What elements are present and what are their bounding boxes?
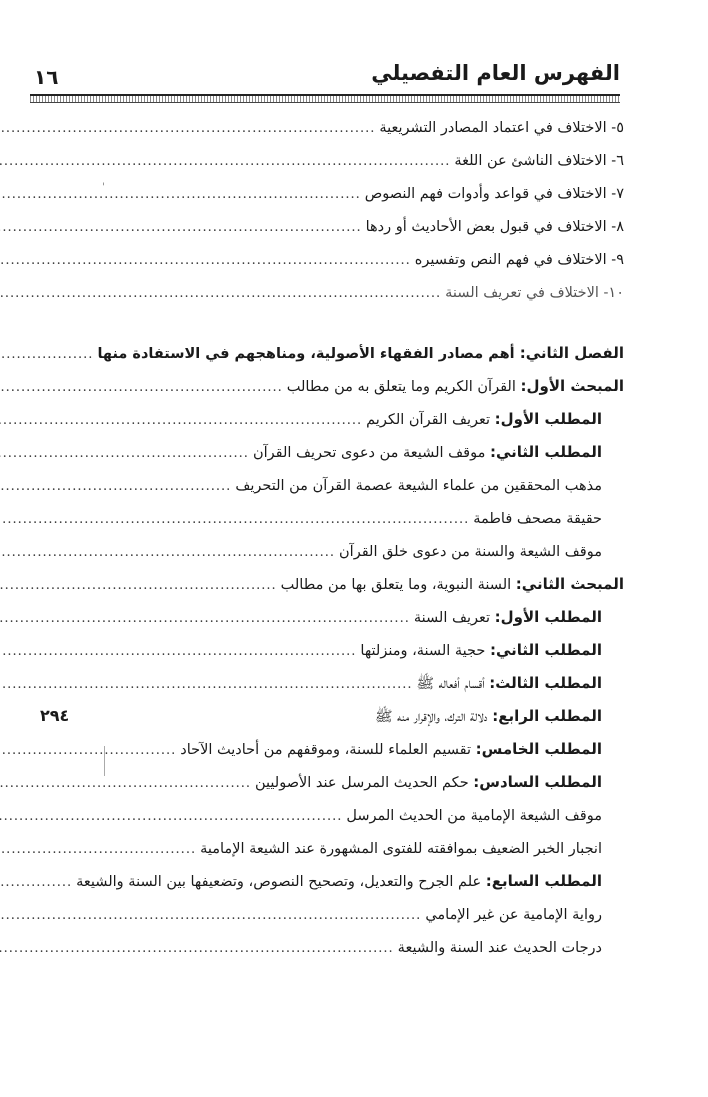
toc-entry-title bbox=[417, 668, 624, 699]
toc-entry-text: أقسام أفعاله ﷺ bbox=[416, 676, 490, 692]
toc-dot-leader bbox=[0, 340, 93, 370]
toc-subsection-entry bbox=[40, 668, 624, 698]
toc-entry-text: القرآن الكريم وما يتعلق به من مطالب bbox=[286, 379, 521, 395]
toc-entry-title bbox=[366, 211, 624, 242]
toc-entry-text: موقف الشيعة والسنة من دعوى خلق القرآن bbox=[339, 544, 602, 560]
toc-entry-text: ٥- الاختلاف في اعتماد المصادر التشريعية bbox=[379, 120, 624, 136]
toc-entry-heading-label: المطلب الخامس: bbox=[475, 740, 602, 758]
toc-dot-leader bbox=[0, 604, 410, 634]
toc-entry-heading-label: المطلب الرابع: bbox=[492, 707, 602, 725]
toc-entry-text: ٨- الاختلاف في قبول بعض الأحاديث أو ردها bbox=[365, 219, 624, 235]
toc-entry-heading-label: المطلب الثاني: bbox=[489, 443, 602, 461]
toc-entry-title bbox=[180, 734, 624, 765]
toc-entry bbox=[40, 178, 624, 208]
toc-dot-leader bbox=[0, 246, 411, 276]
toc-entry-title bbox=[445, 277, 624, 308]
toc-entry-text: موقف الشيعة الإمامية من الحديث المرسل bbox=[346, 808, 602, 824]
toc-entry-title bbox=[76, 866, 624, 897]
toc-entry-heading-label: المطلب الأول: bbox=[494, 608, 602, 626]
toc-dot-leader bbox=[0, 637, 356, 667]
toc-entry-text: انجبار الخبر الضعيف بموافقته للفتوى المشهورة عند الشيعة الإمامية bbox=[200, 841, 602, 857]
toc-entry bbox=[40, 833, 624, 863]
toc-entry-text: حكم الحديث المرسل عند الأصوليين bbox=[255, 775, 474, 791]
toc-entry bbox=[40, 800, 624, 830]
toc-entry-title bbox=[414, 602, 624, 633]
header-title: الفهرس العام التفصيلي bbox=[371, 61, 620, 85]
toc-entry-text: تعريف القرآن الكريم bbox=[366, 412, 495, 428]
toc-dot-leader bbox=[0, 439, 249, 469]
toc-entry-title bbox=[200, 833, 624, 864]
toc-entry-heading-label: المطلب السادس: bbox=[473, 773, 602, 791]
toc-entry-text: تعريف السنة bbox=[413, 610, 495, 626]
toc-entry bbox=[40, 899, 624, 929]
toc-entry bbox=[40, 112, 624, 142]
toc-entry-heading-label: المبحث الأول: bbox=[520, 377, 624, 395]
toc-entry-heading-label: الفصل الثاني: bbox=[519, 344, 624, 362]
toc-entry-text: ٦- الاختلاف الناشئ عن اللغة bbox=[454, 153, 624, 169]
toc-entry bbox=[40, 211, 624, 241]
toc-entry bbox=[40, 932, 624, 962]
toc-entry-text: أهم مصادر الفقهاء الأصولية، ومناهجهم في الاستفادة منها bbox=[97, 346, 520, 362]
toc-entry-text: تقسيم العلماء للسنة، وموقفهم من أحاديث الآحاد bbox=[180, 742, 476, 758]
toc-entry-text: حجية السنة، ومنزلتها bbox=[360, 643, 490, 659]
toc-entry-text: حقيقة مصحف فاطمة bbox=[473, 511, 602, 527]
toc-dot-leader bbox=[0, 538, 335, 568]
toc-entry-title bbox=[425, 899, 624, 930]
toc-dot-leader bbox=[0, 571, 277, 601]
toc-subsection-entry bbox=[40, 701, 624, 731]
toc-entry-text: ٩- الاختلاف في فهم النص وتفسيره bbox=[414, 252, 624, 268]
toc-entry-heading-label: المطلب الأول: bbox=[494, 410, 602, 428]
toc-entry bbox=[40, 244, 624, 274]
toc-entry-text: ٧- الاختلاف في قواعد وأدوات فهم النصوص bbox=[364, 186, 624, 202]
toc-entry-text: ١٠- الاختلاف في تعريف السنة bbox=[445, 285, 624, 301]
toc-dot-leader bbox=[0, 934, 394, 964]
toc-dot-leader bbox=[0, 279, 441, 309]
toc-dot-leader bbox=[0, 670, 413, 700]
toc-entry-text: درجات الحديث عند السنة والشيعة bbox=[397, 940, 602, 956]
toc-subsection-entry bbox=[40, 866, 624, 896]
toc-dot-leader bbox=[0, 868, 72, 898]
toc-entry-heading-label: المبحث الثاني: bbox=[515, 575, 624, 593]
toc-dot-leader bbox=[0, 114, 375, 144]
toc-entry-title bbox=[346, 800, 624, 831]
toc-dot-leader bbox=[0, 736, 176, 766]
page-header bbox=[34, 55, 620, 95]
toc-entry-text: مذهب المحققين من علماء الشيعة عصمة القرآن من التحريف bbox=[235, 478, 602, 494]
toc-entry bbox=[40, 277, 624, 307]
toc-dot-leader bbox=[0, 769, 251, 799]
toc-subsection-entry bbox=[40, 404, 624, 434]
toc-dot-leader bbox=[0, 472, 231, 502]
toc-entry-text: موقف الشيعة من دعوى تحريف القرآن bbox=[252, 445, 490, 461]
margin-mark: ' bbox=[102, 182, 105, 193]
toc-chapter-entry bbox=[40, 338, 624, 368]
toc-entry-title bbox=[339, 536, 624, 567]
toc-dot-leader bbox=[0, 213, 362, 243]
toc-dot-leader bbox=[0, 147, 450, 177]
toc-entry-text: دلالة الترك، والإقرار منه ﷺ bbox=[375, 709, 493, 725]
toc-entry-title bbox=[255, 767, 624, 798]
toc-subsection-entry bbox=[40, 734, 624, 764]
toc-entry-heading-label: المطلب الثالث: bbox=[489, 674, 602, 692]
toc-entry-title bbox=[235, 470, 624, 501]
toc-entry-title bbox=[366, 404, 624, 435]
toc-dot-leader bbox=[0, 901, 421, 931]
toc-entry-title bbox=[398, 932, 624, 963]
toc-entry-title bbox=[379, 112, 624, 143]
toc-entry bbox=[40, 145, 624, 175]
toc-entry-title bbox=[253, 437, 624, 468]
toc-subsection-entry bbox=[40, 635, 624, 665]
toc-entry-title bbox=[415, 244, 624, 275]
toc-dot-leader bbox=[0, 180, 361, 210]
toc-entry bbox=[40, 536, 624, 566]
toc-entry-title bbox=[97, 338, 624, 369]
toc-entry-title bbox=[454, 145, 624, 176]
toc-subsection-entry bbox=[40, 602, 624, 632]
toc-entry-title bbox=[365, 178, 624, 209]
toc-dot-leader bbox=[0, 406, 362, 436]
toc-entry-text: علم الجرح والتعديل، وتصحيح النصوص، وتضعيفها بين السنة والشيعة bbox=[76, 874, 486, 890]
toc-dot-leader bbox=[0, 835, 196, 865]
toc-entry-title bbox=[287, 371, 624, 402]
toc-entry-title bbox=[360, 635, 624, 666]
toc-dot-leader bbox=[0, 505, 469, 535]
toc-dot-leader bbox=[0, 373, 283, 403]
toc-section-entry bbox=[40, 569, 624, 599]
header-page-number: ١٦ bbox=[34, 65, 59, 89]
toc-entry bbox=[40, 470, 624, 500]
toc-entry-heading-label: المطلب الثاني: bbox=[489, 641, 602, 659]
toc-entry-title bbox=[281, 569, 624, 600]
toc-section-entry bbox=[40, 371, 624, 401]
toc-dot-leader bbox=[0, 802, 342, 832]
toc-entry-text: السنة النبوية، وما يتعلق بها من مطالب bbox=[280, 577, 516, 593]
toc-entry-title bbox=[375, 701, 624, 732]
header-rule bbox=[30, 94, 620, 103]
toc-entry-text: رواية الإمامية عن غير الإمامي bbox=[425, 907, 602, 923]
toc-entry-title bbox=[473, 503, 624, 534]
toc-subsection-entry bbox=[40, 437, 624, 467]
toc-entry bbox=[40, 503, 624, 533]
toc-page-number: ٢٩٤ bbox=[40, 706, 70, 725]
toc-entry-heading-label: المطلب السابع: bbox=[485, 872, 602, 890]
toc-subsection-entry bbox=[40, 767, 624, 797]
